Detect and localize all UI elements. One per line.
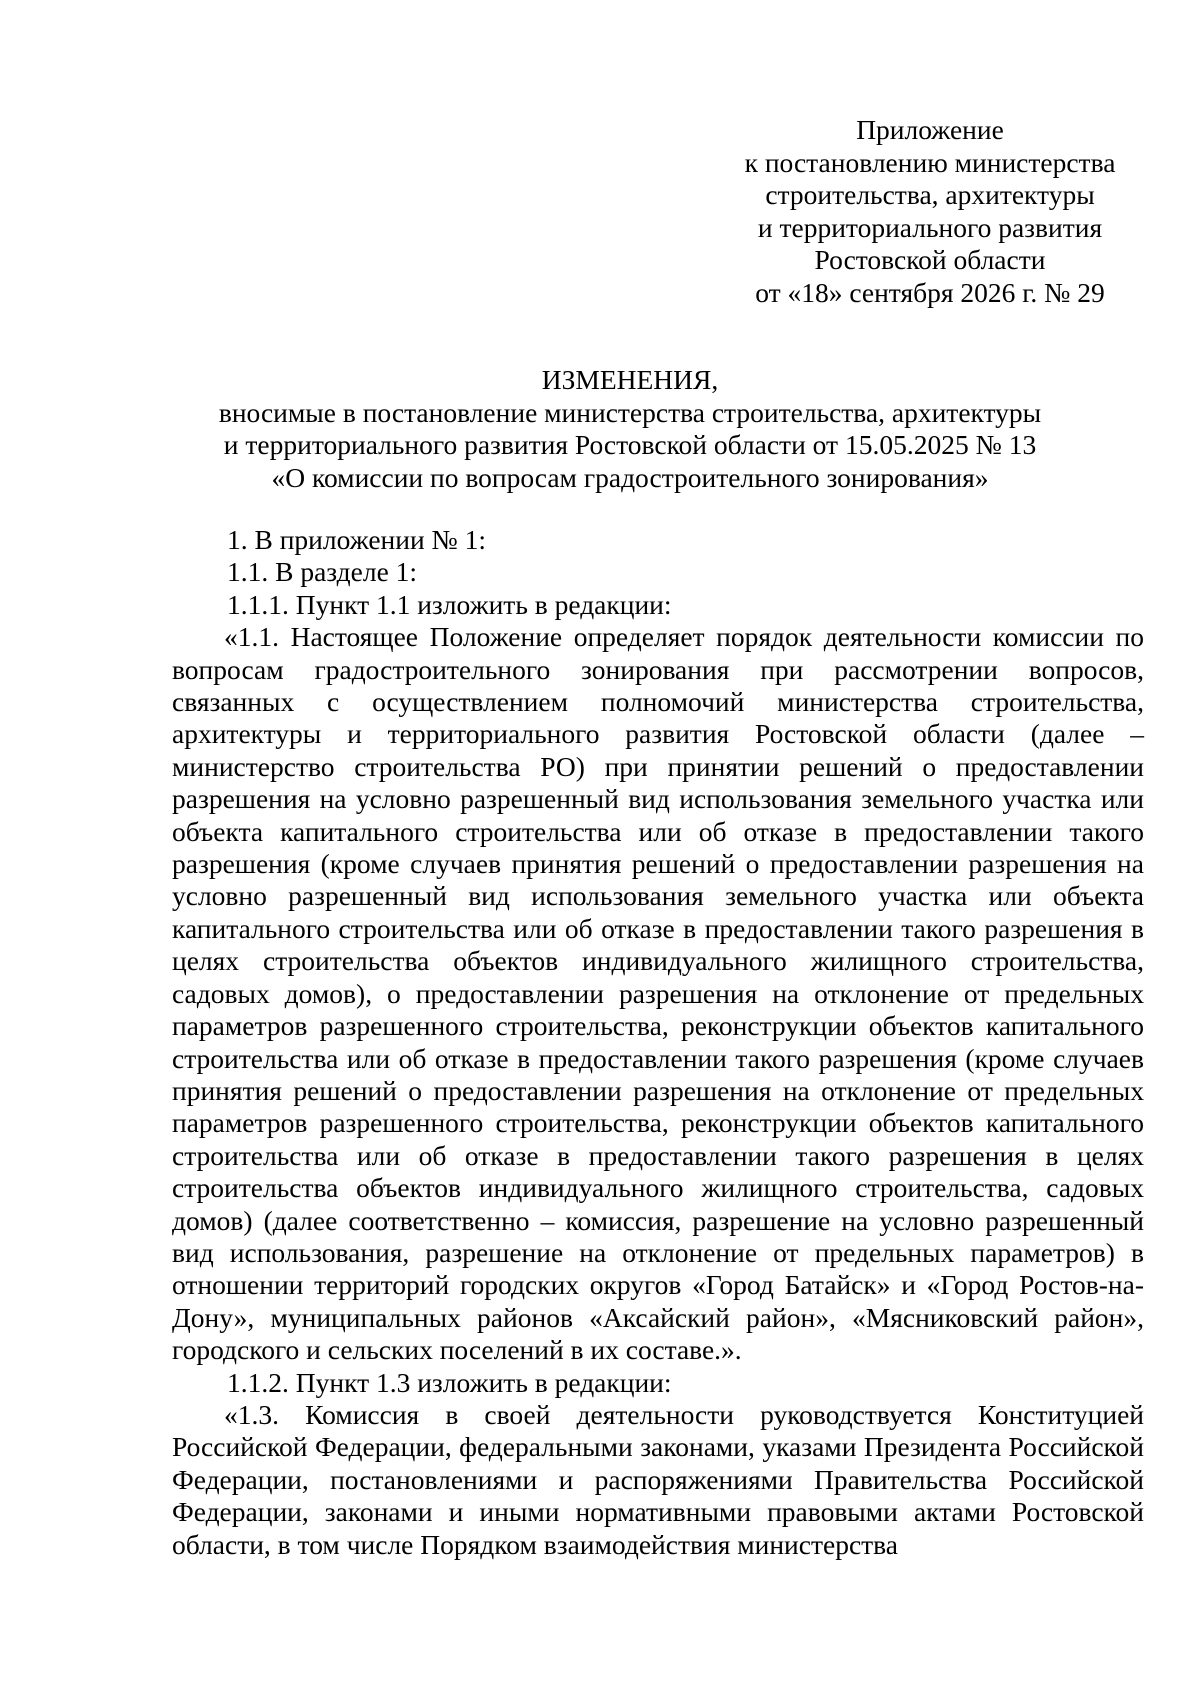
title-subtitle-line: «О комиссии по вопросам градостроительного зонирования» xyxy=(271,461,989,493)
appendix-line: к постановлению министерства xyxy=(744,146,1116,178)
item-1-1-2: 1.1.2. Пункт 1.3 изложить в редакции: xyxy=(227,1366,672,1398)
title-heading: ИЗМЕНЕНИЯ, xyxy=(541,364,719,395)
title-subtitle-line: вносимые в постановление министерства строительства, архитектуры xyxy=(218,396,1042,428)
appendix-line: и территориального развития xyxy=(757,211,1103,243)
paragraph-1-3-text: «1.3. Комиссия в своей деятельности руководствуется Конституцией Российской Федерации, федеральными законами, указами Президента Российской Федерации, постановлениями и распоряжениями Правительства Российской Федерации, законами и иными нормативными правовыми актами Ростовской области, в том числе Порядком взаимодействия министерства xyxy=(172,1398,1144,1560)
appendix-line: Ростовской области xyxy=(814,244,1046,275)
item-1-1: 1.1. В разделе 1: xyxy=(227,556,418,588)
title-subtitle-line: и территориального развития Ростовской области от 15.05.2025 № 13 xyxy=(223,429,1037,460)
document-body xyxy=(172,524,1144,1561)
appendix-line: Приложение xyxy=(856,114,1004,145)
appendix-line: строительства, архитектуры xyxy=(765,179,1095,210)
item-1-1-1: 1.1.1. Пункт 1.1 изложить в редакции: xyxy=(227,588,672,620)
appendix-date-line: от «18» сентября 2026 г. № 29 xyxy=(755,276,1105,308)
appendix-header xyxy=(700,114,1160,309)
paragraph-1-1-text: «1.1. Настоящее Положение определяет порядок деятельности комиссии по вопросам градостроительного зонирования при рассмотрении вопросов, связанных с осуществлением полномочий министерства строительства, архитектуры и территориального развития Ростовской области (далее – министерство строительства РО) при принятии решений о предоставлении разрешения на условно разрешенный вид использования земельного участка или объекта капитального строительства или об отказе в предоставлении такого разрешения (кроме случаев принятия решений о предоставлении разрешения на условно разрешенный вид использования земельного участка или объекта капитального строительства или об отказе в предоставлении такого разрешения в целях строительства объектов индивидуального жилищного строительства, садовых домов), о предоставлении разрешения на отклонение от предельных параметров разрешенного строительства, реконструкции объектов капитального строительства или об отказе в предоставлении такого разрешения (кроме случаев принятия решений о предоставлении разрешения на отклонение от предельных параметров разрешенного строительства, реконструкции объектов капитального строительства или об отказе в предоставлении такого разрешения в целях строительства объектов индивидуального жилищного строительства, садовых домов) (далее соответственно – комиссия, разрешение на условно разрешенный вид использования, разрешение на отклонение от предельных параметров) в отношении территорий городских округов «Город Батайск» и «Город Ростов-на-Дону», муниципальных районов «Аксайский район», «Мясниковский район», городского и сельских поселений в их составе.». xyxy=(172,621,1144,1366)
document-title xyxy=(160,364,1100,494)
item-1: 1. В приложении № 1: xyxy=(227,524,487,555)
